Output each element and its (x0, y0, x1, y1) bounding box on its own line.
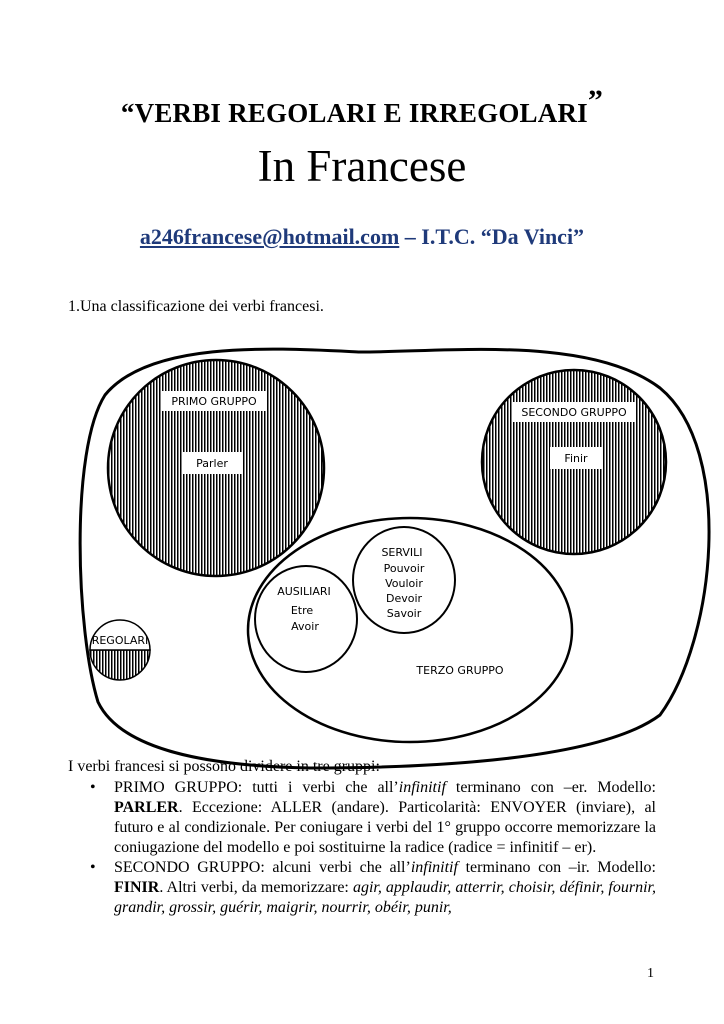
email-link[interactable]: a246francese@hotmail.com (139, 224, 400, 249)
document-title-line2: In Francese (257, 141, 467, 191)
list-item-secondo-gruppo: • SECONDO GRUPPO: alcuni verbi che all’infinitif terminano con –ir. Modello: FINIR. Altri verbi, da memorizzare: agir, applaudir, atterrir, choisir, définir, fournir, grandir, grossir, guérir, maigrir, nourrir, obéir, punir, (90, 859, 656, 916)
label-regolari: REGOLARI (91, 634, 149, 647)
label-ausiliari: AUSILIARI (277, 585, 331, 598)
ausiliari-circle (255, 566, 357, 672)
intro-text: I verbi francesi si possono dividere in tre gruppi: (68, 758, 380, 775)
bullet-icon: • (90, 779, 96, 796)
label-terzo-gruppo: TERZO GRUPPO (416, 664, 504, 677)
label-servili-verb: Savoir (386, 607, 422, 620)
label-ausiliari-verb: Avoir (291, 620, 319, 633)
section-heading: 1.Una classificazione dei verbi francesi. (68, 298, 324, 315)
label-servili-verb: Devoir (385, 592, 423, 605)
school-name: – I.T.C. “Da Vinci” (399, 224, 585, 249)
label-primo-gruppo: PRIMO GRUPPO (171, 395, 257, 408)
document-title-line1: “VERBI REGOLARI E IRREGOLARI” (120, 84, 604, 128)
label-servili: SERVILI (381, 546, 423, 559)
list-item-primo-gruppo: • PRIMO GRUPPO: tutti i verbi che all’infinitif terminano con –er. Modello: PARLER. Eccezione: ALLER (andare). Particolarità: ENVOYER (inviare), al futuro e al condizionale. Per coniugare i verbi del 1° gruppo occorre memorizzare la coniugazione del modello e poi sostituirne la radice (radice = infinitif – er). (90, 779, 656, 856)
label-secondo-gruppo: SECONDO GRUPPO (521, 406, 627, 419)
label-ausiliari-verb: Etre (290, 604, 314, 617)
label-servili-verb: Pouvoir (383, 562, 425, 575)
bullet-icon: • (90, 859, 96, 876)
verb-groups-list (90, 778, 656, 918)
page-number: 1 (647, 966, 654, 981)
label-parler: Parler (196, 457, 228, 470)
label-servili-verb: Vouloir (385, 577, 423, 590)
label-finir: Finir (564, 452, 588, 465)
